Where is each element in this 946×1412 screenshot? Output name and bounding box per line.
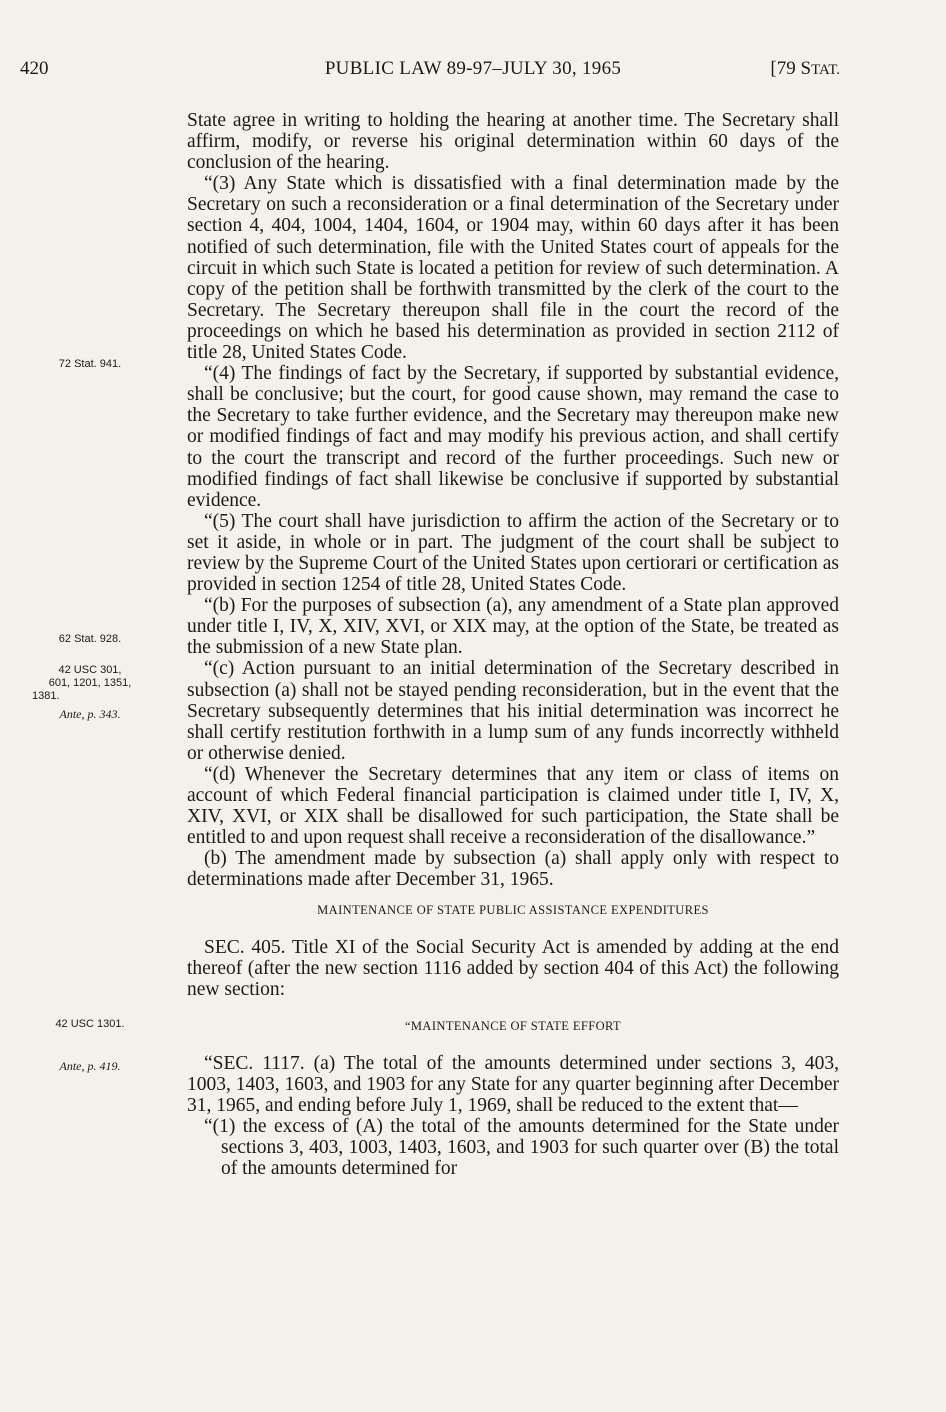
paragraph: “(d) Whenever the Secretary determines that any item or class of items on account of which Federal financial participation is claimed under title I, IV, X, XIV, XVI, or XIX shall be disallowed for such participation, the State shall be entitled to and upon request shall receive a reconsideration of the disallowance.”: [187, 763, 839, 849]
paragraph: (b) The amendment made by subsection (a) shall apply only with respect to determinations made after December 31, 1965.: [187, 848, 839, 891]
paragraph: “(4) The findings of fact by the Secretary, if supported by substantial evidence, shall be conclusive; but the court, for good cause shown, may remand the case to the Secretary to take further evidence, and the Secretary may thereupon make new or modified findings of fact and may modify his previous action, and shall certify to the court the transcript and record of the further proceedings. Such new or modified findings of fact shall likewise be conclusive if supported by substantial evidence.: [187, 363, 839, 511]
margin-note-ante-343: Ante, p. 343.: [59, 707, 121, 721]
stat-reference: [79 STAT.: [770, 58, 840, 79]
section-heading: “MAINTENANCE OF STATE EFFORT: [404, 1018, 622, 1033]
paragraph: “SEC. 1117. (a) The total of the amounts determined under sections 3, 403, 1003, 1403, 1603, and 1903 for any State for any quarter beginning after December 31, 1965, and ending before July 1, 1969, shall be reduced to the extent that—: [187, 1052, 839, 1117]
running-header: [0, 58, 946, 84]
paragraph: “(1) the excess of (A) the total of the amounts determined for the State under sections 3, 403, 1003, 1403, 1603, and 1903 for such quarter over (B) the total of the amounts determined for: [204, 1116, 839, 1180]
margin-note-42-usc-1301: 42 USC 1301.: [55, 1018, 125, 1030]
paragraph: “(c) Action pursuant to an initial determination of the Secretary described in subsection (a) shall not be stayed pending reconsideration, but in the event that the Secretary subsequently determines that his initial determination was incorrect he shall certify restitution forthwith in a lump sum of any funds incorrectly withheld or otherwise denied.: [187, 658, 839, 764]
header-title: PUBLIC LAW 89-97–JULY 30, 1965: [324, 58, 622, 79]
body-text: [187, 110, 839, 1180]
paragraph: “(5) The court shall have jurisdiction to affirm the action of the Secretary or to set it aside, in whole or in part. The judgment of the court shall be subject to review by the Supreme Court of the United States upon certiorari or certification as provided in section 1254 of title 28, United States Code.: [187, 510, 839, 596]
paragraph: State agree in writing to holding the hearing at another time. The Secretary shall affirm, modify, or reverse his original determination within 60 days of the conclusion of the hearing.: [187, 110, 839, 174]
section-heading: MAINTENANCE OF STATE PUBLIC ASSISTANCE EXPENDITURES: [317, 903, 709, 918]
paragraph: “(3) Any State which is dissatisfied with a final determination made by the Secretary on such a reconsideration or a final determination of the Secretary under section 4, 404, 1004, 1404, 1604, or 1904 may, within 60 days after it has been notified of such determination, file with the United States court of appeals for the circuit in which such State is located a petition for review of such determination. A copy of the petition shall be forthwith transmitted by the clerk of the court to the Secretary. The Secretary thereupon shall file in the court the record of the proceedings on which he based his determination as provided in section 2112 of title 28, United States Code.: [187, 173, 839, 364]
margin-note-ante-419: Ante, p. 419.: [59, 1059, 121, 1073]
margin-note-72-stat: 72 Stat. 941.: [58, 358, 122, 370]
page-number: 420: [20, 58, 49, 79]
margin-note-42-usc: 42 USC 301, 601, 1201, 1351, 1381.: [32, 664, 132, 702]
paragraph: SEC. 405. Title XI of the Social Security Act is amended by adding at the end thereof (after the new section 1116 added by section 404 of this Act) the following new section:: [187, 936, 839, 1000]
margin-note-62-stat: 62 Stat. 928.: [58, 633, 122, 645]
paragraph: “(b) For the purposes of subsection (a), any amendment of a State plan approved under title I, IV, X, XIV, XVI, or XIX may, at the option of the State, be treated as the submission of a new State plan.: [187, 595, 839, 659]
